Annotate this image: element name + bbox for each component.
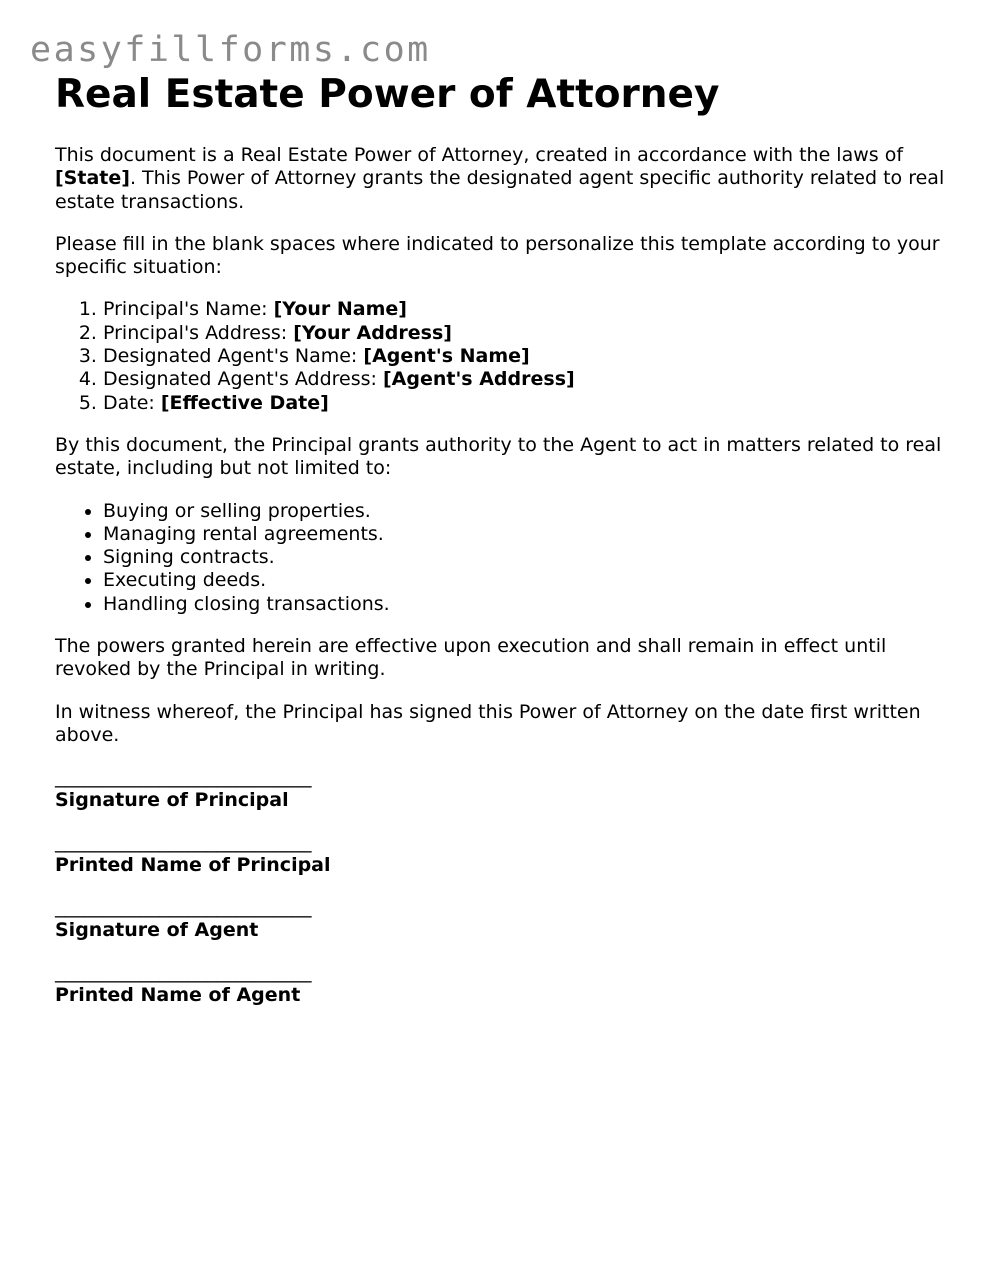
intro-text-after: . This Power of Attorney grants the designated agent specific authority related to real estate transactions. xyxy=(55,167,945,213)
signature-line: ___________________________ xyxy=(55,766,312,789)
field-label: Date: xyxy=(103,391,161,414)
field-agent-name xyxy=(103,345,955,368)
signature-line: ___________________________ xyxy=(55,896,312,919)
field-effective-date xyxy=(103,392,955,415)
fill-instructions: Please fill in the blank spaces where indicated to personalize this template according to your specific situation: xyxy=(55,232,940,279)
grant-paragraph: By this document, the Principal grants authority to the Agent to act in matters related to real estate, including but not limited to: xyxy=(55,433,942,480)
state-placeholder: [State] xyxy=(55,167,130,190)
field-placeholder: [Effective Date] xyxy=(160,391,329,414)
signature-label: Printed Name of Principal xyxy=(55,854,331,877)
signature-line: ___________________________ xyxy=(55,831,312,854)
printed-name-principal xyxy=(55,831,955,877)
intro-text-before: This document is a Real Estate Power of Attorney, created in accordance with the laws of xyxy=(55,144,904,166)
field-label: Principal's Address: xyxy=(103,321,294,344)
witness-paragraph: In witness whereof, the Principal has signed this Power of Attorney on the date first written above. xyxy=(55,700,921,746)
field-principal-name xyxy=(103,298,955,321)
signature-principal xyxy=(55,766,955,812)
intro-paragraph xyxy=(55,144,955,214)
document-body xyxy=(55,70,955,1007)
power-item: • Buying or selling properties. xyxy=(103,500,955,523)
effect-paragraph: The powers granted herein are effective upon execution and shall remain in effect until revoked by the Principal in writing. xyxy=(55,635,887,681)
signature-block xyxy=(55,766,955,1007)
power-item: • Handling closing transactions. xyxy=(103,593,955,616)
power-item: • Executing deeds. xyxy=(103,569,955,592)
power-item: • Signing contracts. xyxy=(103,546,955,569)
printed-name-agent xyxy=(55,961,955,1007)
power-item: • Managing rental agreements. xyxy=(103,523,955,546)
fields-list xyxy=(55,298,955,414)
field-agent-address xyxy=(103,368,955,391)
document-title: Real Estate Power of Attorney xyxy=(55,72,720,117)
field-label: Principal's Name: xyxy=(103,298,274,321)
field-principal-address xyxy=(103,322,955,345)
field-placeholder: [Agent's Name] xyxy=(363,345,530,368)
field-label: Designated Agent's Name: xyxy=(103,345,364,368)
watermark: easyfillforms.com xyxy=(30,30,431,70)
signature-agent xyxy=(55,896,955,942)
signature-label: Printed Name of Agent xyxy=(55,984,301,1007)
field-placeholder: [Your Address] xyxy=(293,321,452,344)
field-placeholder: [Agent's Address] xyxy=(383,368,575,391)
field-placeholder: [Your Name] xyxy=(273,298,407,321)
signature-line: ___________________________ xyxy=(55,961,312,984)
signature-label: Signature of Principal xyxy=(55,789,289,812)
powers-list xyxy=(55,500,955,616)
signature-label: Signature of Agent xyxy=(55,919,259,942)
field-label: Designated Agent's Address: xyxy=(103,368,383,391)
